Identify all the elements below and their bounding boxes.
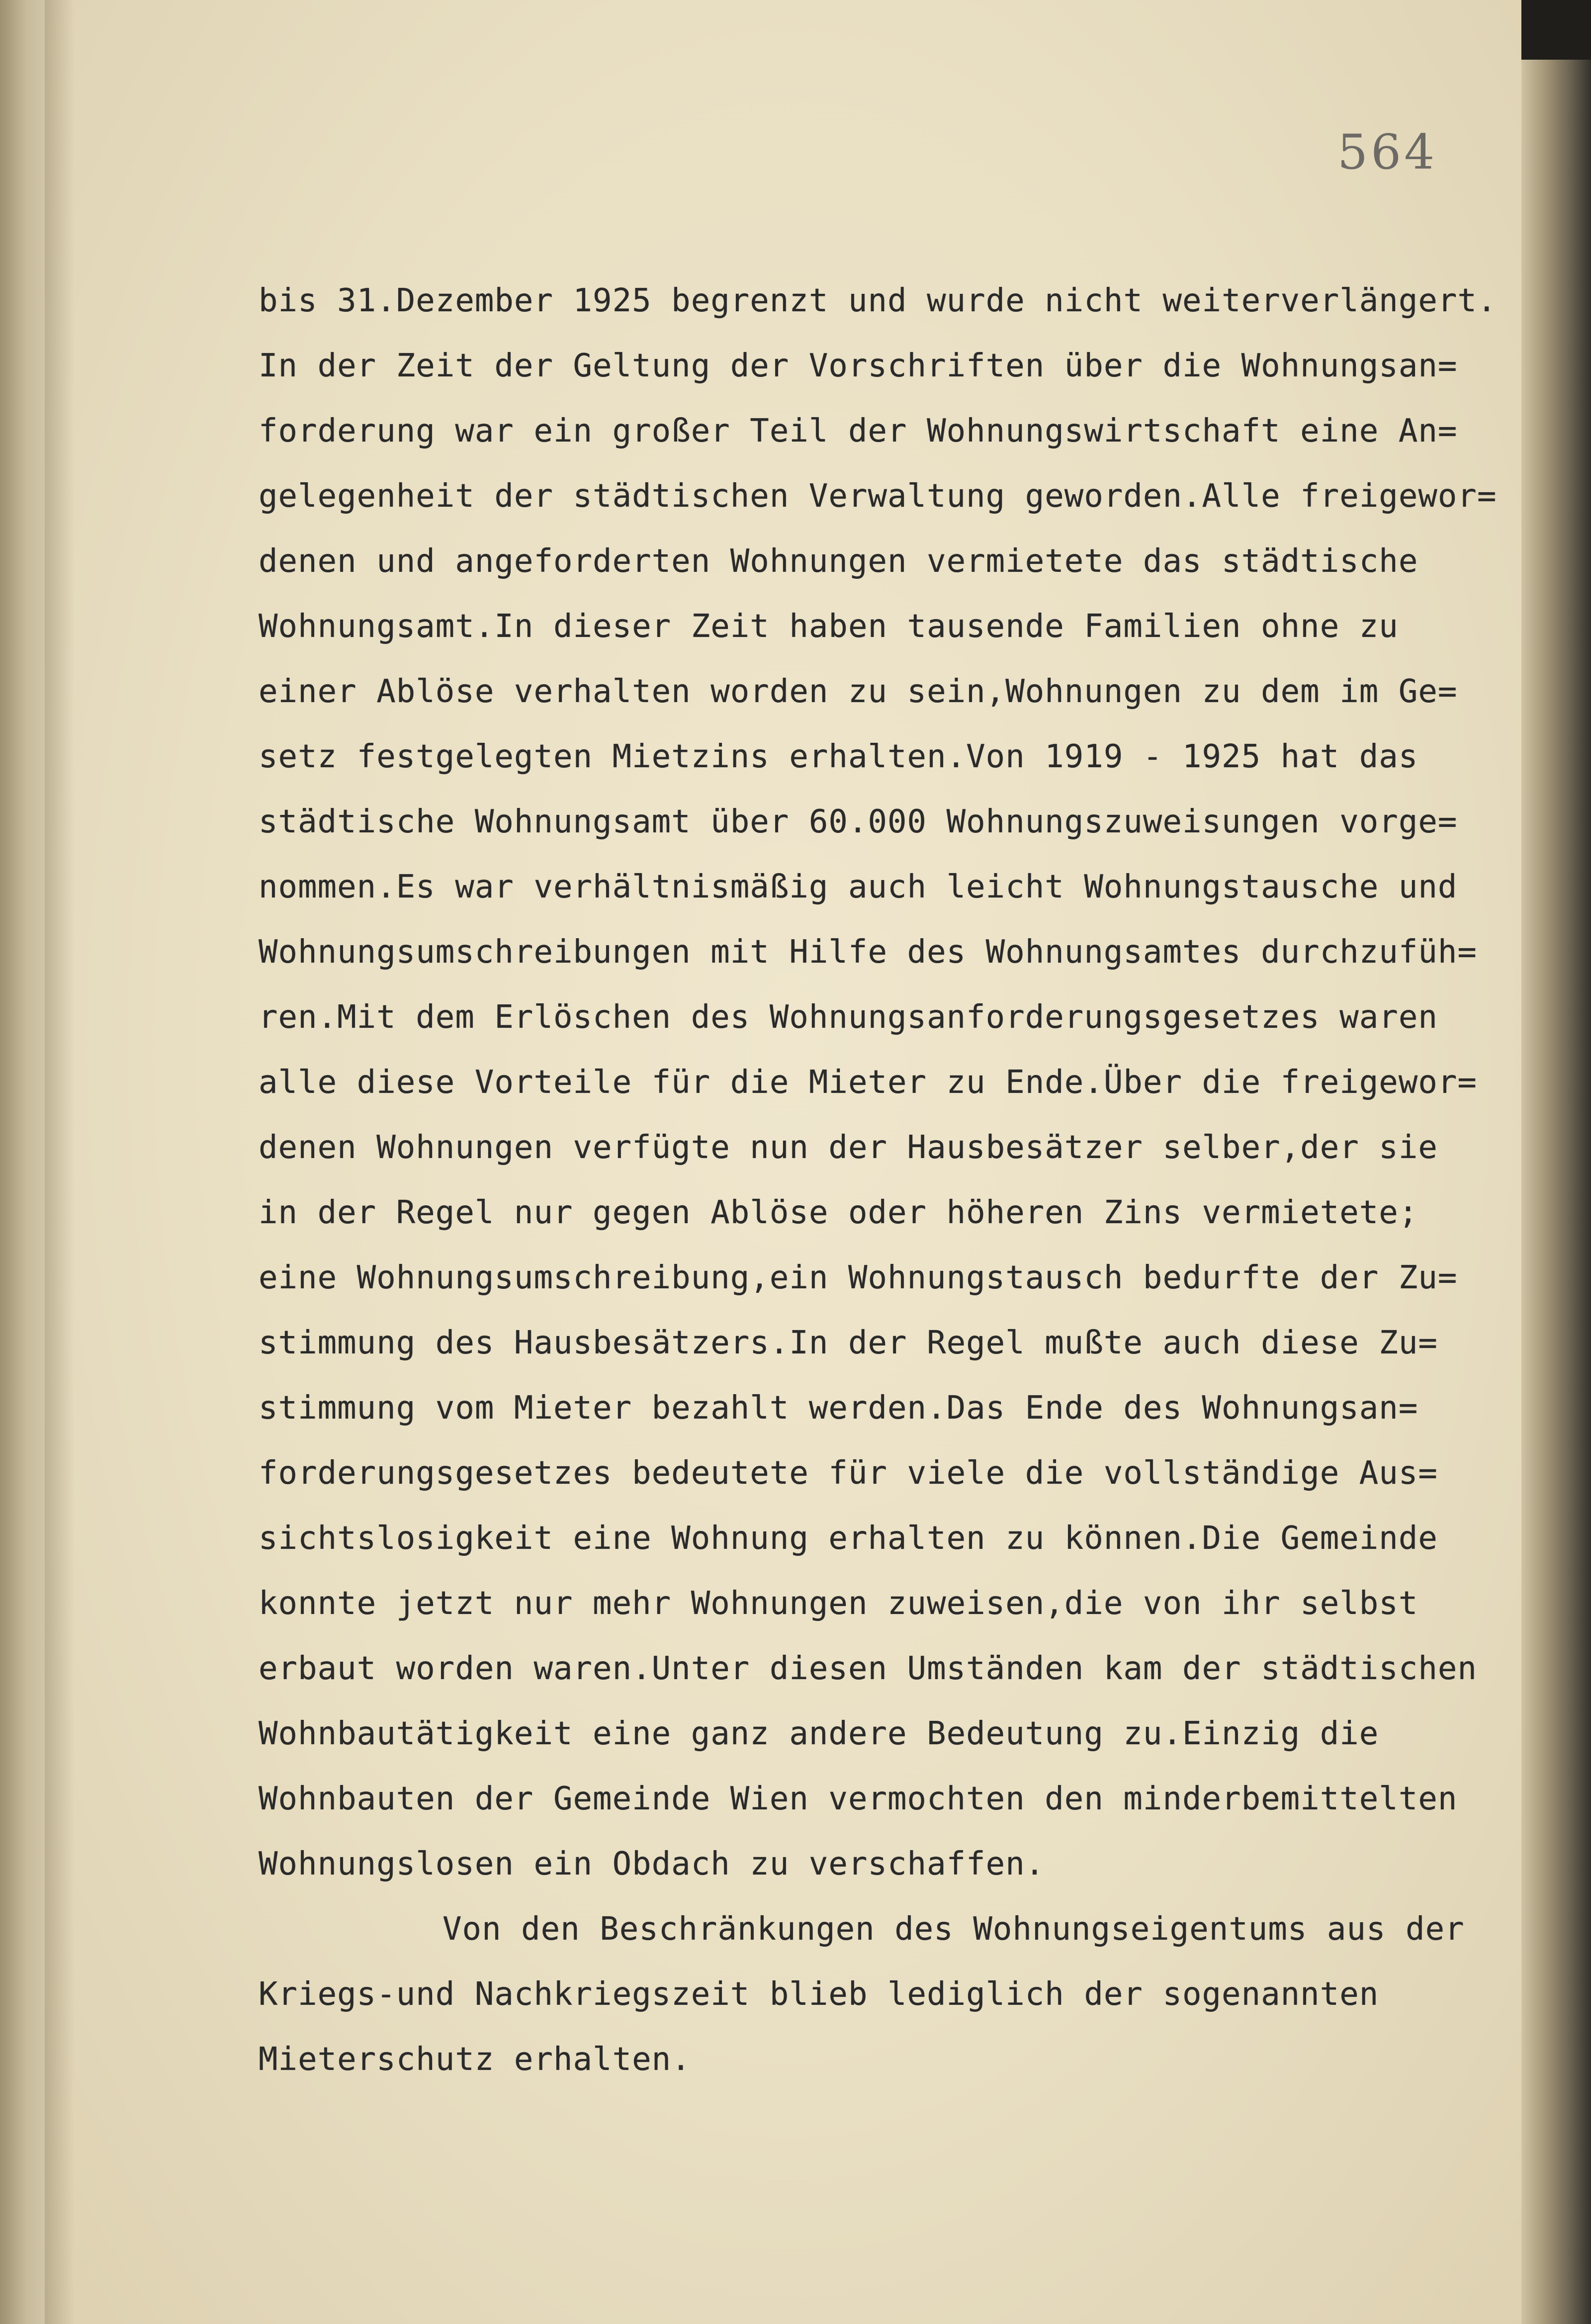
background-corner — [1521, 0, 1591, 60]
paper-sheet — [45, 0, 1531, 2324]
text-line: alle diese Vorteile für die Mieter zu Ende.Über die freigewor= — [259, 1064, 1477, 1101]
text-line: In der Zeit der Geltung der Vorschriften über die Wohnungsan= — [259, 348, 1458, 384]
text-line: denen Wohnungen verfügte nun der Hausbesätzer selber,der sie — [259, 1129, 1438, 1166]
page-number: 564 — [1337, 124, 1438, 180]
text-line: Mieterschutz erhalten. — [259, 2041, 691, 2078]
text-line: Wohnbauten der Gemeinde Wien vermochten den minderbemittelten — [259, 1781, 1458, 1817]
page-stack-edge — [1521, 0, 1591, 2324]
text-line: erbaut worden waren.Unter diesen Umständen kam der städtischen — [259, 1650, 1477, 1687]
text-line: Wohnungsumschreibungen mit Hilfe des Wohnungsamtes durchzufüh= — [259, 934, 1477, 971]
text-line: städtische Wohnungsamt über 60.000 Wohnungszuweisungen vorge= — [259, 804, 1458, 840]
text-line: eine Wohnungsumschreibung,ein Wohnungstausch bedurfte der Zu= — [259, 1259, 1458, 1296]
text-line: Kriegs-und Nachkriegszeit blieb lediglich der sogenannten — [259, 1976, 1379, 2013]
text-line: nommen.Es war verhältnismäßig auch leicht Wohnungstausche und — [259, 869, 1458, 905]
text-line: Wohnbautätigkeit eine ganz andere Bedeutung zu.Einzig die — [259, 1715, 1379, 1752]
text-line: ren.Mit dem Erlöschen des Wohnungsanforderungsgesetzes waren — [259, 999, 1438, 1036]
text-line-paragraph-start: Von den Beschränkungen des Wohnungseigentums aus der — [442, 1911, 1465, 1948]
text-line: in der Regel nur gegen Ablöse oder höheren Zins vermietete; — [259, 1194, 1418, 1231]
text-line: denen und angeforderten Wohnungen vermietete das städtische — [259, 543, 1418, 580]
text-line: Wohnungslosen ein Obdach zu verschaffen. — [259, 1846, 1045, 1882]
text-line: setz festgelegten Mietzins erhalten.Von 1919 - 1925 hat das — [259, 738, 1418, 775]
text-line: stimmung des Hausbesätzers.In der Regel mußte auch diese Zu= — [259, 1325, 1438, 1361]
typewritten-text — [259, 268, 1531, 2092]
text-line: forderungsgesetzes bedeutete für viele die vollständige Aus= — [259, 1455, 1438, 1492]
text-line: forderung war ein großer Teil der Wohnungswirtschaft eine An= — [259, 413, 1458, 449]
text-line: konnte jetzt nur mehr Wohnungen zuweisen,die von ihr selbst — [259, 1585, 1418, 1622]
text-line: bis 31.Dezember 1925 begrenzt und wurde nicht weiterverlängert. — [259, 282, 1497, 319]
text-line: stimmung vom Mieter bezahlt werden.Das Ende des Wohnungsan= — [259, 1390, 1418, 1427]
text-line: einer Ablöse verhalten worden zu sein,Wohnungen zu dem im Ge= — [259, 673, 1458, 710]
text-line: sichtslosigkeit eine Wohnung erhalten zu können.Die Gemeinde — [259, 1520, 1438, 1557]
text-line: gelegenheit der städtischen Verwaltung geworden.Alle freigewor= — [259, 478, 1497, 515]
text-line: Wohnungsamt.In dieser Zeit haben tausende Familien ohne zu — [259, 608, 1399, 645]
